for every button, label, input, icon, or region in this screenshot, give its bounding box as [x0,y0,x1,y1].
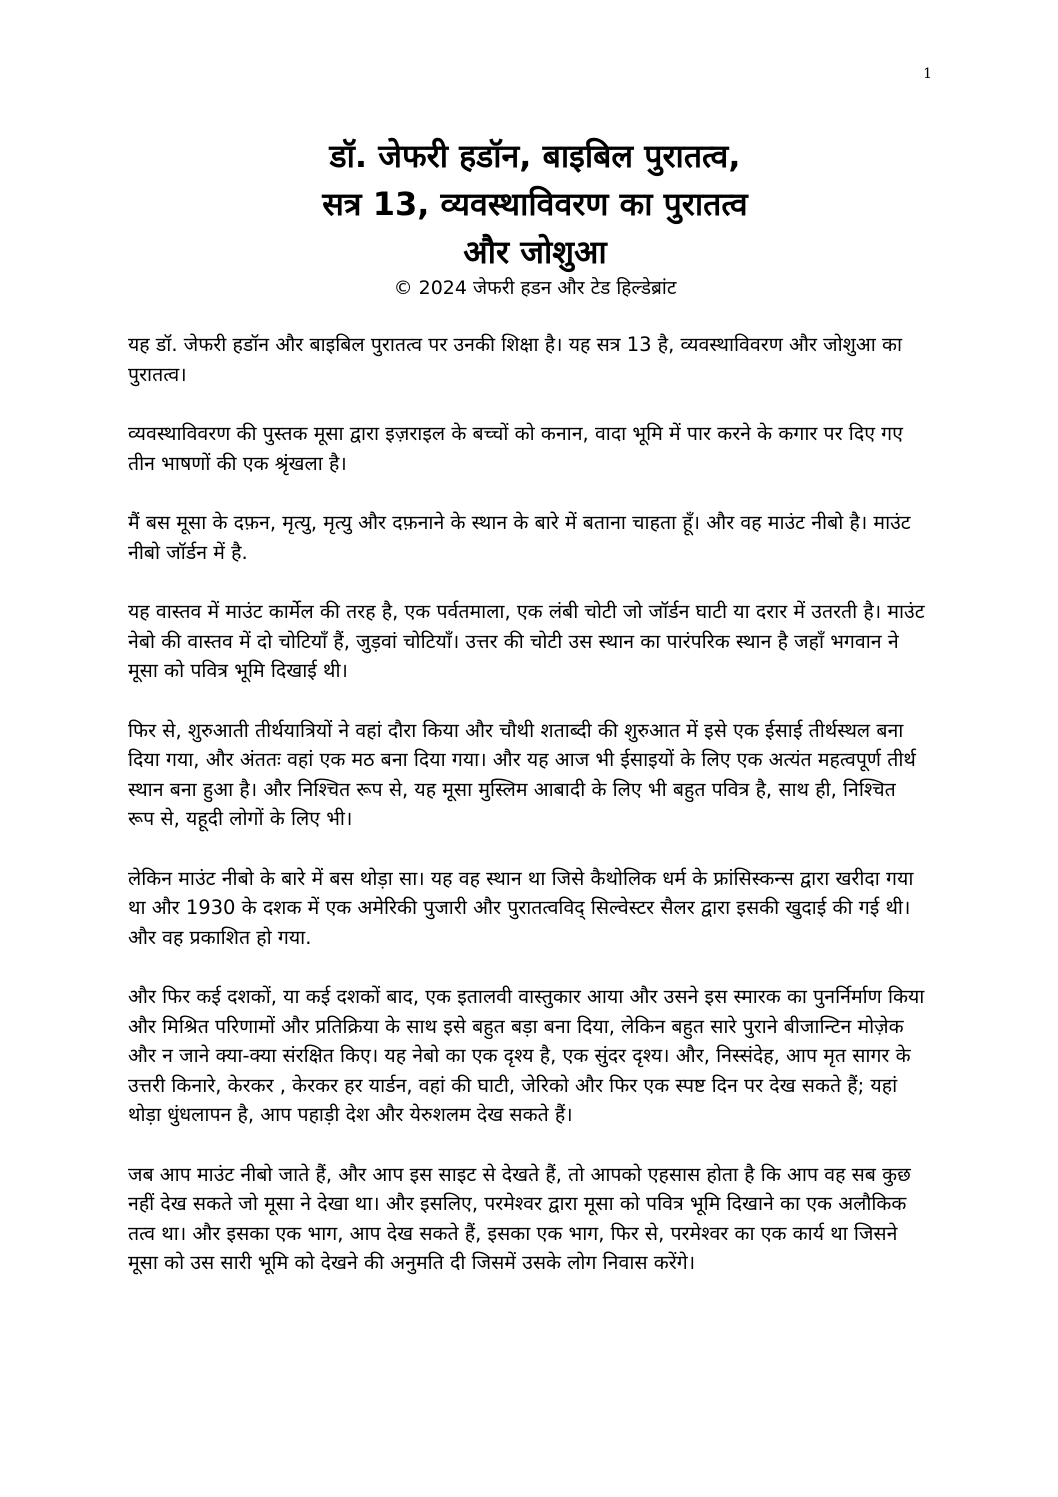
document-title [150,132,920,276]
paragraph-4: यह वास्तव में माउंट कार्मेल की तरह है, एक पर्वतमाला, एक लंबी चोटी जो जॉर्डन घाटी या दरार में उतरती है। माउंट नेबो की वास्तव में दो चोटियाँ हैं, जुड़वां चोटियाँ। उत्तर की चोटी उस स्थान का पारंपरिक स्थान है जहाँ भगवान ने मूसा को पवित्र भूमि दिखाई थी। [128,600,925,682]
title-line-3: और जोशुआ [463,233,607,271]
paragraph-1: यह डॉ. जेफरी हडॉन और बाइबिल पुरातत्व पर उनकी शिक्षा है। यह सत्र 13 है, व्यवस्थाविवरण और जोशुआ का पुरातत्व। [128,333,903,386]
paragraph-8: जब आप माउंट नीबो जाते हैं, और आप इस साइट से देखते हैं, तो आपको एहसास होता है कि आप वह सब कुछ नहीं देख सकते जो मूसा ने देखा था। और इसलिए, परमेश्वर द्वारा मूसा को पवित्र भूमि दिखाने का एक अलौकिक तत्व था। और इसका एक भाग, आप देख सकते हैं, इसका एक भाग, फिर से, परमेश्वर का एक कार्य था जिसने मूसा को उस सारी भूमि को देखने की अनुमति दी जिसमें उसके लोग निवास करेंगे। [128,1162,911,1274]
paragraph-5: फिर से, शुरुआती तीर्थयात्रियों ने वहां दौरा किया और चौथी शताब्दी की शुरुआत में इसे एक ईसाई तीर्थस्थल बना दिया गया, और अंततः वहां एक मठ बना दिया गया। और यह आज भी ईसाइयों के लिए एक अत्यंत महत्वपूर्ण तीर्थ स्थान बना हुआ है। और निश्चित रूप से, यह मूसा मुस्लिम आबादी के लिए भी बहुत पवित्र है, साथ ही, निश्चित रूप से, यहूदी लोगों के लिए भी। [128,718,916,830]
paragraph-3: मैं बस मूसा के दफ़न, मृत्यु, मृत्यु और दफ़नाने के स्थान के बारे में बताना चाहता हूँ। और वह माउंट नीबो है। माउंट नीबो जॉर्डन में है. [128,511,911,564]
paragraph-7: और फिर कई दशकों, या कई दशकों बाद, एक इतालवी वास्तुकार आया और उसने इस स्मारक का पुनर्निर्माण किया और मिश्रित परिणामों और प्रतिक्रिया के साथ इसे बहुत बड़ा बना दिया, लेकिन बहुत सारे पुराने बीजान्टिन मोज़ेक और न जाने क्या-क्या संरक्षित किए। यह नेबो का एक दृश्य है, एक सुंदर दृश्य। और, निस्संदेह, आप मृत सागर के उत्तरी किनारे, केरकर , केरकर हर यार्डन, वहां की घाटी, जेरिको और फिर एक स्पष्ट दिन पर देख सकते हैं; यहां थोड़ा धुंधलापन है, आप पहाड़ी देश और येरुशलम देख सकते हैं। [128,985,925,1126]
paragraph-6: लेकिन माउंट नीबो के बारे में बस थोड़ा सा। यह वह स्थान था जिसे कैथोलिक धर्म के फ्रांसिस्कन्स द्वारा खरीदा गया था और 1930 के दशक में एक अमेरिकी पुजारी और पुरातत्वविद् सिल्वेस्टर सैलर द्वारा इसकी खुदाई की गई थी। और वह प्रकाशित हो गया. [128,866,914,949]
copyright-line: © 2024 जेफरी हडन और टेड हिल्डेब्रांट [393,277,677,299]
paragraph-2: व्यवस्थाविवरण की पुस्तक मूसा द्वारा इज़राइल के बच्चों को कनान, वादा भूमि में पार करने के कगार पर दिए गए तीन भाषणों की एक श्रृंखला है। [128,422,903,475]
page-number: 1 [923,66,932,82]
title-line-2: सत्र 13, व्यवस्थाविवरण का पुरातत्व [322,185,748,223]
document-body [128,330,928,1308]
title-line-1: डॉ. जेफरी हडॉन, बाइबिल पुरातत्व, [329,137,741,175]
